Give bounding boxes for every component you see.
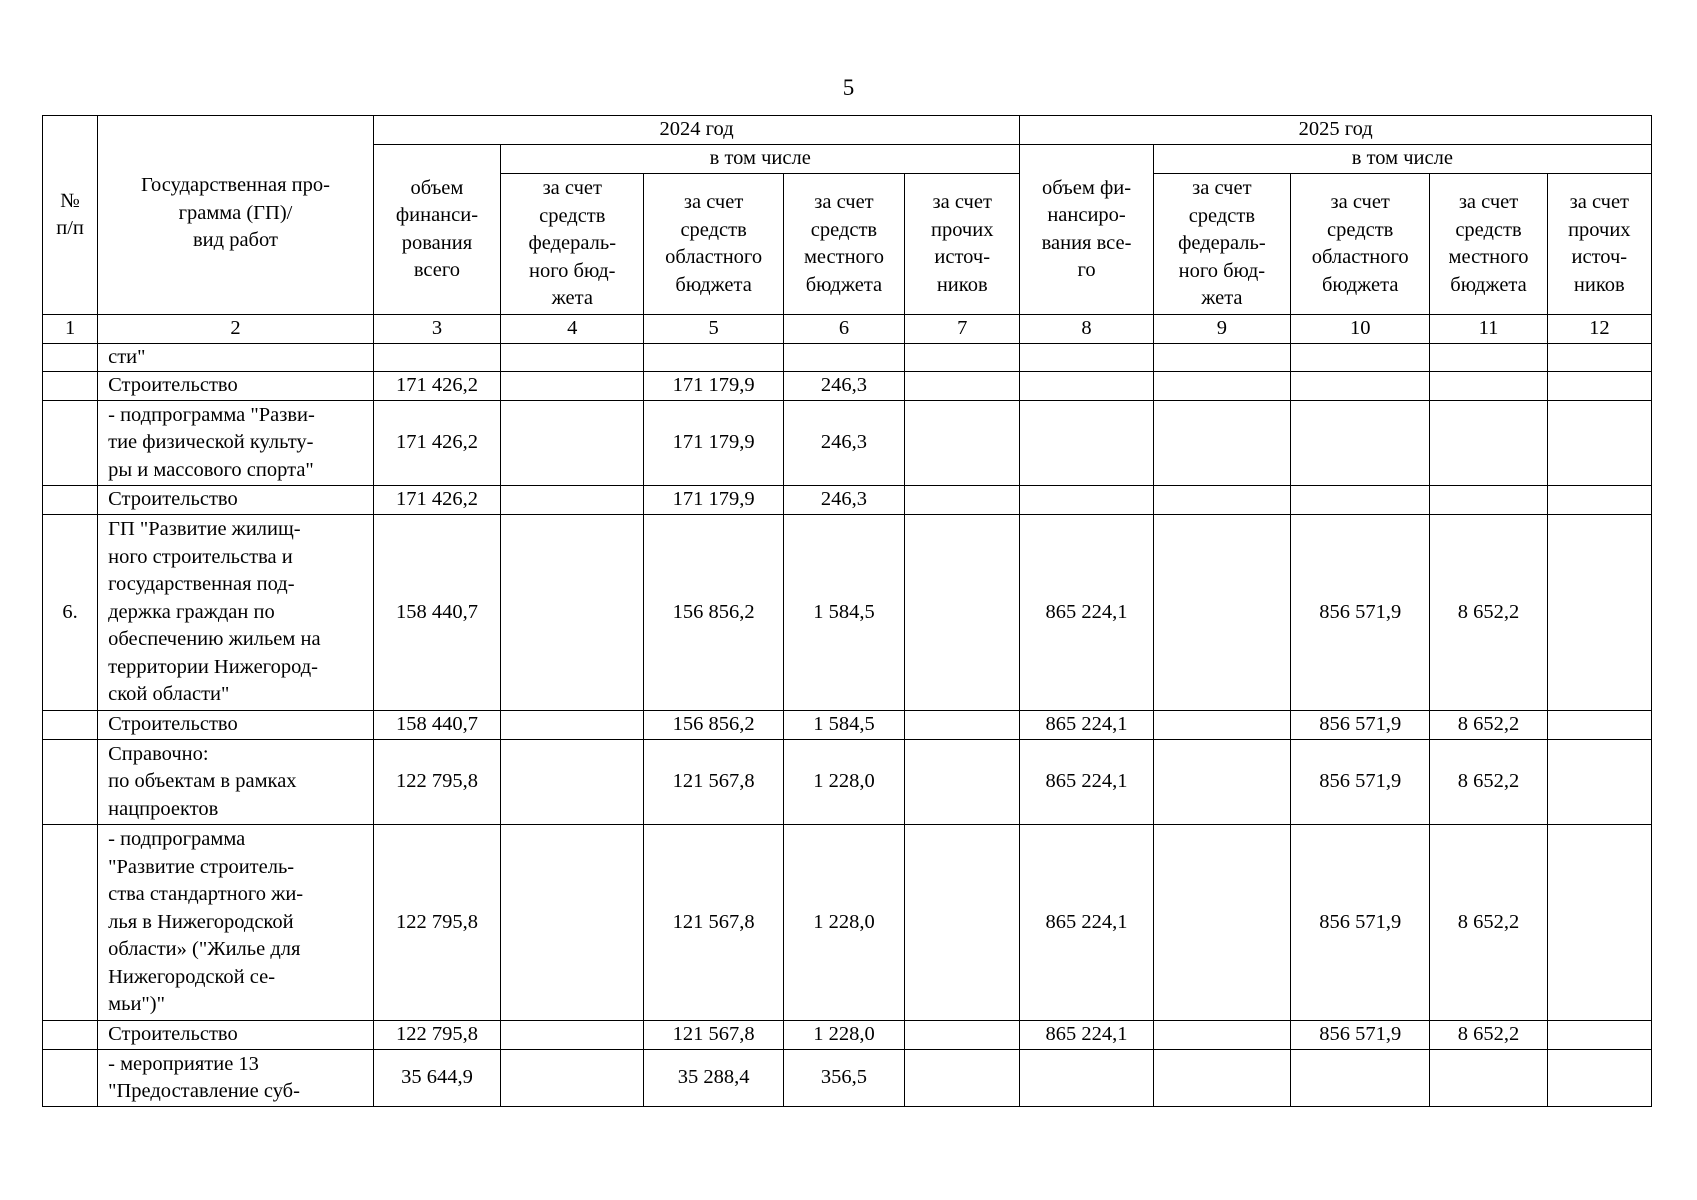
row-number-cell [43, 401, 98, 486]
column-number: 7 [905, 315, 1020, 344]
row-number-cell [43, 343, 98, 372]
header-federal-2024: за счет средств федераль- ного бюд- жета [501, 174, 644, 315]
amount-cell-c6: 1 228,0 [783, 740, 904, 825]
amount-cell-c9 [1153, 740, 1290, 825]
amount-cell-c6: 246,3 [783, 401, 904, 486]
amount-cell-c10 [1291, 401, 1430, 486]
amount-cell-c3: 122 795,8 [373, 1021, 500, 1050]
row-number-cell [43, 372, 98, 401]
amount-cell-c5: 121 567,8 [644, 1021, 783, 1050]
header-regional-2025: за счет средств областного бюджета [1291, 174, 1430, 315]
program-label-cell: Строительство [98, 1021, 374, 1050]
amount-cell-c10 [1291, 486, 1430, 515]
amount-cell-c10 [1291, 1050, 1430, 1107]
amount-cell-c8 [1020, 486, 1153, 515]
table-row [43, 401, 1652, 486]
column-number: 10 [1291, 315, 1430, 344]
amount-cell-c11: 8 652,2 [1430, 1021, 1547, 1050]
header-year-2024: 2024 год [373, 116, 1020, 145]
amount-cell-c6: 246,3 [783, 372, 904, 401]
amount-cell-c10: 856 571,9 [1291, 711, 1430, 740]
amount-cell-c9 [1153, 711, 1290, 740]
amount-cell-c8: 865 224,1 [1020, 825, 1153, 1021]
amount-cell-c5: 171 179,9 [644, 372, 783, 401]
header-total-2025: объем фи- нансиро- вания все- го [1020, 145, 1153, 315]
table-row [43, 711, 1652, 740]
table-row [43, 515, 1652, 711]
header-other-2024: за счет прочих источ- ников [905, 174, 1020, 315]
amount-cell-c7 [905, 486, 1020, 515]
row-number-cell [43, 1021, 98, 1050]
amount-cell-c8 [1020, 372, 1153, 401]
amount-cell-c9 [1153, 372, 1290, 401]
amount-cell-c9 [1153, 343, 1290, 372]
column-number: 5 [644, 315, 783, 344]
program-label-cell: - подпрограмма "Развитие строитель- ства стандартного жи- лья в Нижегородской области» ("Жилье для Нижегородской се- мьи")" [98, 825, 374, 1021]
amount-cell-c3: 122 795,8 [373, 825, 500, 1021]
amount-cell-c5: 156 856,2 [644, 711, 783, 740]
header-including-2024: в том числе [501, 145, 1020, 174]
program-label-cell: сти" [98, 343, 374, 372]
amount-cell-c6: 246,3 [783, 486, 904, 515]
amount-cell-c9 [1153, 515, 1290, 711]
amount-cell-c12 [1547, 711, 1651, 740]
amount-cell-c8: 865 224,1 [1020, 740, 1153, 825]
amount-cell-c8 [1020, 401, 1153, 486]
header-total-2024: объем финанси- рования всего [373, 145, 500, 315]
amount-cell-c7 [905, 372, 1020, 401]
amount-cell-c5: 156 856,2 [644, 515, 783, 711]
amount-cell-c10: 856 571,9 [1291, 825, 1430, 1021]
amount-cell-c9 [1153, 1050, 1290, 1107]
amount-cell-c9 [1153, 486, 1290, 515]
amount-cell-c4 [501, 343, 644, 372]
amount-cell-c11 [1430, 343, 1547, 372]
column-number: 6 [783, 315, 904, 344]
program-label-cell: Строительство [98, 486, 374, 515]
amount-cell-c3: 171 426,2 [373, 486, 500, 515]
column-number: 11 [1430, 315, 1547, 344]
amount-cell-c4 [501, 711, 644, 740]
amount-cell-c11 [1430, 486, 1547, 515]
amount-cell-c4 [501, 401, 644, 486]
amount-cell-c11 [1430, 1050, 1547, 1107]
amount-cell-c3 [373, 343, 500, 372]
column-number-row [43, 315, 1652, 344]
amount-cell-c7 [905, 740, 1020, 825]
amount-cell-c9 [1153, 825, 1290, 1021]
header-year-2025: 2025 год [1020, 116, 1652, 145]
header-program: Государственная про- грамма (ГП)/ вид работ [98, 116, 374, 315]
amount-cell-c10: 856 571,9 [1291, 1021, 1430, 1050]
amount-cell-c8: 865 224,1 [1020, 1021, 1153, 1050]
amount-cell-c12 [1547, 515, 1651, 711]
program-label-cell: - мероприятие 13 "Предоставление суб- [98, 1050, 374, 1107]
program-label-cell: Строительство [98, 711, 374, 740]
table-row [43, 372, 1652, 401]
amount-cell-c9 [1153, 1021, 1290, 1050]
amount-cell-c3: 35 644,9 [373, 1050, 500, 1107]
table-row [43, 486, 1652, 515]
amount-cell-c7 [905, 515, 1020, 711]
amount-cell-c7 [905, 825, 1020, 1021]
column-number: 12 [1547, 315, 1651, 344]
amount-cell-c7 [905, 343, 1020, 372]
amount-cell-c12 [1547, 486, 1651, 515]
amount-cell-c5 [644, 343, 783, 372]
header-row-number: № п/п [43, 116, 98, 315]
header-including-2025: в том числе [1153, 145, 1651, 174]
amount-cell-c5: 171 179,9 [644, 486, 783, 515]
header-regional-2024: за счет средств областного бюджета [644, 174, 783, 315]
amount-cell-c6: 1 228,0 [783, 825, 904, 1021]
amount-cell-c4 [501, 740, 644, 825]
amount-cell-c3: 122 795,8 [373, 740, 500, 825]
table-row [43, 1021, 1652, 1050]
amount-cell-c4 [501, 1021, 644, 1050]
header-federal-2025: за счет средств федераль- ного бюд- жета [1153, 174, 1290, 315]
amount-cell-c6: 356,5 [783, 1050, 904, 1107]
amount-cell-c9 [1153, 401, 1290, 486]
amount-cell-c12 [1547, 1050, 1651, 1107]
header-local-2025: за счет средств местного бюджета [1430, 174, 1547, 315]
header-local-2024: за счет средств местного бюджета [783, 174, 904, 315]
amount-cell-c12 [1547, 825, 1651, 1021]
amount-cell-c5: 121 567,8 [644, 825, 783, 1021]
amount-cell-c6 [783, 343, 904, 372]
amount-cell-c11: 8 652,2 [1430, 825, 1547, 1021]
row-number-cell [43, 1050, 98, 1107]
table-row [43, 825, 1652, 1021]
column-number: 3 [373, 315, 500, 344]
amount-cell-c10: 856 571,9 [1291, 515, 1430, 711]
amount-cell-c11: 8 652,2 [1430, 711, 1547, 740]
amount-cell-c11: 8 652,2 [1430, 740, 1547, 825]
amount-cell-c3: 171 426,2 [373, 401, 500, 486]
amount-cell-c6: 1 584,5 [783, 711, 904, 740]
amount-cell-c12 [1547, 343, 1651, 372]
amount-cell-c8 [1020, 1050, 1153, 1107]
amount-cell-c3: 171 426,2 [373, 372, 500, 401]
amount-cell-c4 [501, 1050, 644, 1107]
amount-cell-c6: 1 228,0 [783, 1021, 904, 1050]
amount-cell-c3: 158 440,7 [373, 711, 500, 740]
program-label-cell: Строительство [98, 372, 374, 401]
page-number: 5 [842, 75, 855, 100]
table-row [43, 740, 1652, 825]
table-body [43, 343, 1652, 1107]
program-label-cell: Справочно: по объектам в рамках нацпроектов [98, 740, 374, 825]
amount-cell-c4 [501, 486, 644, 515]
column-number: 4 [501, 315, 644, 344]
column-number: 8 [1020, 315, 1153, 344]
amount-cell-c7 [905, 401, 1020, 486]
amount-cell-c5: 35 288,4 [644, 1050, 783, 1107]
row-number-cell: 6. [43, 515, 98, 711]
amount-cell-c12 [1547, 401, 1651, 486]
amount-cell-c12 [1547, 1021, 1651, 1050]
amount-cell-c8: 865 224,1 [1020, 515, 1153, 711]
amount-cell-c4 [501, 372, 644, 401]
amount-cell-c11: 8 652,2 [1430, 515, 1547, 711]
table-row [43, 343, 1652, 372]
amount-cell-c7 [905, 1050, 1020, 1107]
amount-cell-c10 [1291, 372, 1430, 401]
amount-cell-c12 [1547, 372, 1651, 401]
amount-cell-c8: 865 224,1 [1020, 711, 1153, 740]
amount-cell-c11 [1430, 401, 1547, 486]
amount-cell-c4 [501, 515, 644, 711]
row-number-cell [43, 825, 98, 1021]
amount-cell-c10 [1291, 343, 1430, 372]
budget-table [42, 115, 1652, 1107]
amount-cell-c5: 121 567,8 [644, 740, 783, 825]
amount-cell-c4 [501, 825, 644, 1021]
amount-cell-c11 [1430, 372, 1547, 401]
amount-cell-c12 [1547, 740, 1651, 825]
amount-cell-c8 [1020, 343, 1153, 372]
row-number-cell [43, 740, 98, 825]
program-label-cell: - подпрограмма "Разви- тие физической культу- ры и массового спорта" [98, 401, 374, 486]
row-number-cell [43, 486, 98, 515]
program-label-cell: ГП "Развитие жилищ- ного строительства и государственная под- держка граждан по обеспечению жильем на территории Нижегород- ской области" [98, 515, 374, 711]
amount-cell-c5: 171 179,9 [644, 401, 783, 486]
amount-cell-c10: 856 571,9 [1291, 740, 1430, 825]
column-number: 2 [98, 315, 374, 344]
amount-cell-c7 [905, 711, 1020, 740]
amount-cell-c6: 1 584,5 [783, 515, 904, 711]
amount-cell-c7 [905, 1021, 1020, 1050]
header-other-2025: за счет прочих источ- ников [1547, 174, 1651, 315]
row-number-cell [43, 711, 98, 740]
column-number: 1 [43, 315, 98, 344]
amount-cell-c3: 158 440,7 [373, 515, 500, 711]
table-row [43, 1050, 1652, 1107]
column-number: 9 [1153, 315, 1290, 344]
